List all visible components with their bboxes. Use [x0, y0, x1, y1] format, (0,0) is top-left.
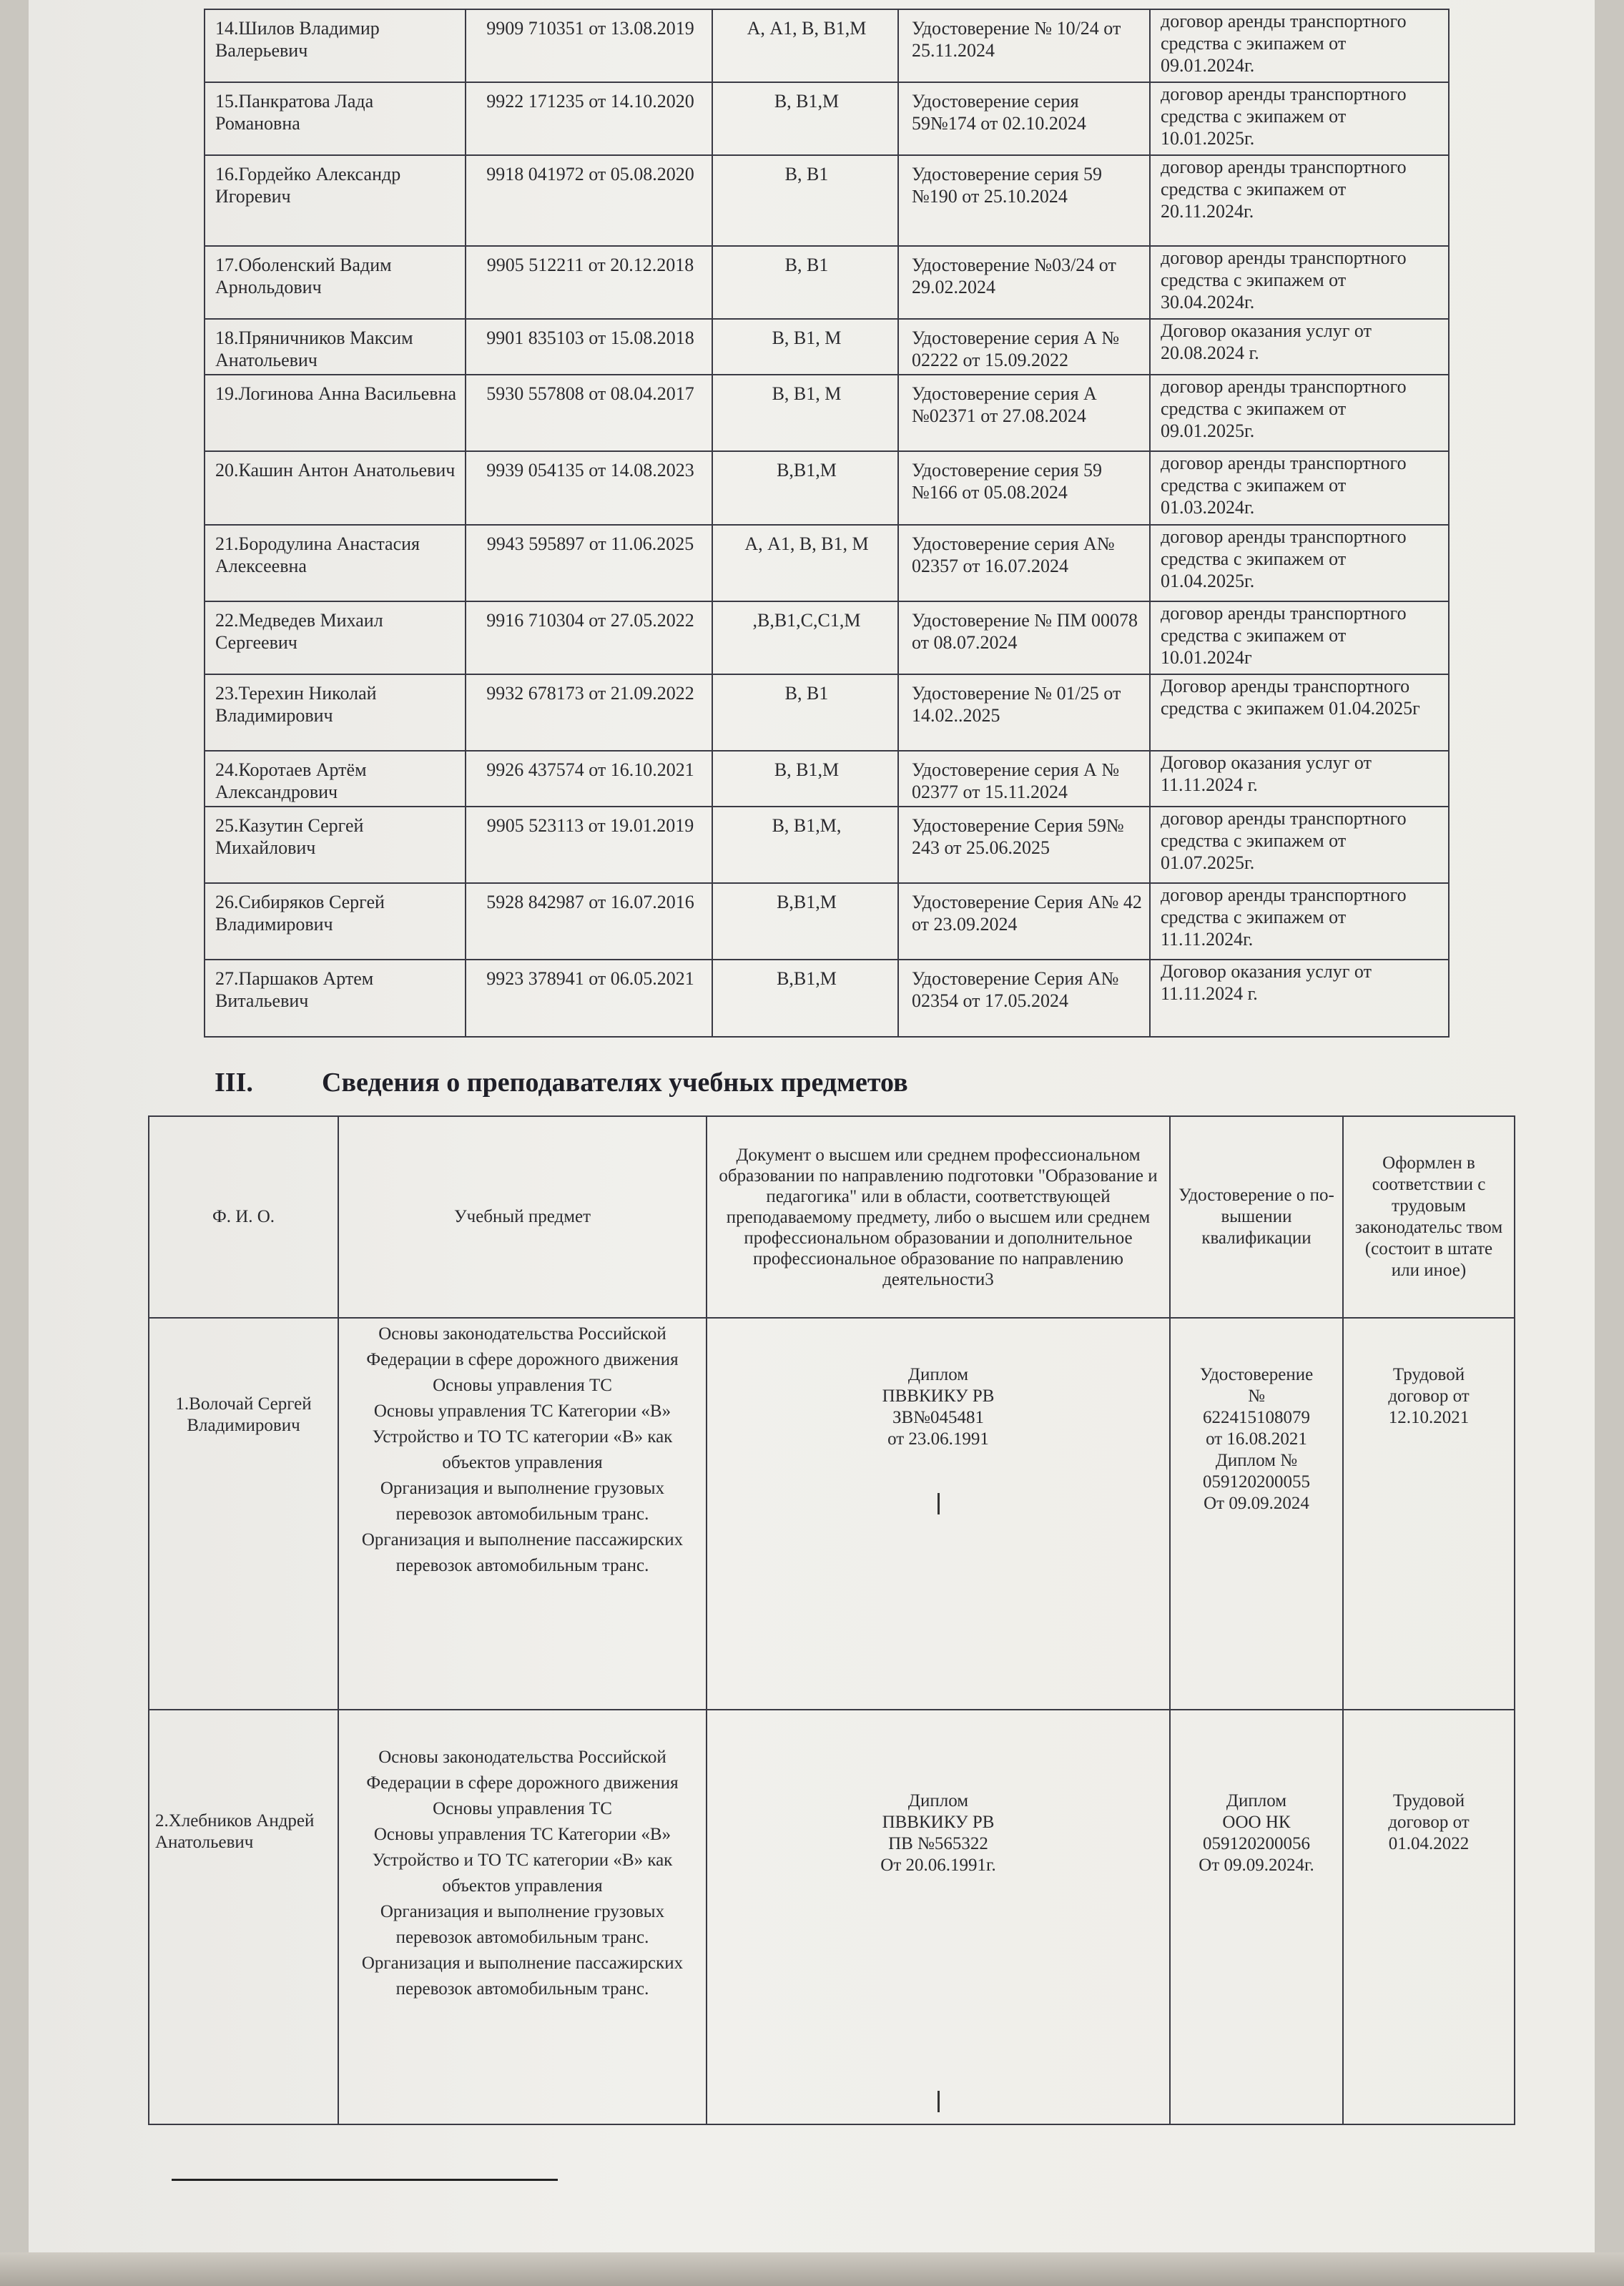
- cell-line: От 09.09.2024г.: [1199, 1856, 1314, 1875]
- table-row: [205, 9, 1449, 82]
- table-row: [205, 674, 1449, 751]
- table-row: [205, 319, 1449, 375]
- pen-mark: [938, 1493, 940, 1514]
- master-certificate: Удостоверение серия 59№174 от 02.10.2024: [898, 82, 1150, 155]
- table-row: [205, 246, 1449, 319]
- master-contract: Договор оказания услуг от 11.11.2024 г.: [1150, 751, 1449, 807]
- cell-line: От 09.09.2024: [1204, 1494, 1309, 1513]
- teacher-name-text: 2.Хлебников Андрей Анатольевич: [155, 1811, 315, 1852]
- subject-item: Организация и выполнение грузовых перевозок автомобильным транс.: [380, 1479, 665, 1524]
- teacher-row: [149, 1710, 1515, 2124]
- table-row: [205, 525, 1449, 601]
- cell-line: №: [1248, 1386, 1265, 1406]
- master-categories: В, В1,М: [712, 82, 898, 155]
- master-categories: А, А1, В, В1,М: [712, 9, 898, 82]
- cell-line: Трудовой: [1392, 1791, 1465, 1810]
- teachers-header-row: [149, 1116, 1515, 1318]
- master-categories: В, В1: [712, 155, 898, 246]
- master-categories: В, В1: [712, 246, 898, 319]
- master-certificate: Удостоверение серия А№ 02357 от 16.07.2024: [898, 525, 1150, 601]
- teacher-row: [149, 1318, 1515, 1710]
- master-license: 9923 378941 от 06.05.2021: [466, 960, 712, 1037]
- master-certificate: Удостоверение Серия А№ 42 от 23.09.2024: [898, 883, 1150, 960]
- master-categories: В, В1,М: [712, 751, 898, 807]
- master-categories: В,В1,М: [712, 883, 898, 960]
- master-license: 9905 523113 от 19.01.2019: [466, 807, 712, 883]
- subject-item: Основы управления ТС: [433, 1376, 612, 1395]
- teacher-qualification: [1170, 1318, 1343, 1710]
- cell-line: договор от: [1388, 1813, 1470, 1832]
- master-categories: А, А1, В, В1, М: [712, 525, 898, 601]
- header-fio: Ф. И. О.: [149, 1116, 338, 1318]
- master-contract: договор аренды транспортного средства с экипажем от 01.07.2025г.: [1150, 807, 1449, 883]
- section-heading: [215, 1067, 1430, 1098]
- section-number: III.: [215, 1068, 253, 1098]
- master-license: 5930 557808 от 08.04.2017: [466, 375, 712, 451]
- cell-line: ПВВКИКУ РВ: [882, 1386, 995, 1406]
- master-license: 9943 595897 от 11.06.2025: [466, 525, 712, 601]
- master-certificate: Удостоверение Серия 59№ 243 от 25.06.2025: [898, 807, 1150, 883]
- master-name: 20.Кашин Антон Анатольевич: [205, 451, 466, 525]
- master-certificate: Удостоверение серия А №02371 от 27.08.2024: [898, 375, 1150, 451]
- teacher-subjects: [338, 1318, 707, 1710]
- desk-shadow: [0, 2252, 1624, 2286]
- master-contract: договор аренды транспортного средства с экипажем от 10.01.2025г.: [1150, 82, 1449, 155]
- masters-table: [204, 9, 1450, 1038]
- table-row: [205, 375, 1449, 451]
- master-categories: ,В,В1,С,С1,М: [712, 601, 898, 674]
- master-name: 22.Медведев Михаил Сергеевич: [205, 601, 466, 674]
- subject-item: Основы законодательства Российской Федерации в сфере дорожного движения: [366, 1748, 679, 1793]
- cell-line: Трудовой: [1392, 1365, 1465, 1384]
- master-contract: договор аренды транспортного средства с экипажем от 01.03.2024г.: [1150, 451, 1449, 525]
- cell-line: От 20.06.1991г.: [880, 1856, 996, 1875]
- teacher-name-text: 1.Волочай Сергей Владимирович: [175, 1394, 312, 1435]
- master-license: 9916 710304 от 27.05.2022: [466, 601, 712, 674]
- master-categories: В, В1, М: [712, 319, 898, 375]
- cell-line: 622415108079: [1203, 1408, 1310, 1427]
- master-certificate: Удостоверение серия А № 02222 от 15.09.2022: [898, 319, 1150, 375]
- master-name: 25.Казутин Сергей Михайлович: [205, 807, 466, 883]
- cell-line: договор от: [1388, 1386, 1470, 1406]
- subject-item: Основы управления ТС: [433, 1799, 612, 1818]
- cell-line: Удостоверение: [1199, 1365, 1314, 1384]
- cell-line: 059120200055: [1203, 1472, 1310, 1492]
- master-contract: договор аренды транспортного средства с экипажем от 30.04.2024г.: [1150, 246, 1449, 319]
- subject-item: Организация и выполнение грузовых перевозок автомобильным транс.: [380, 1902, 665, 1947]
- table-row: [205, 155, 1449, 246]
- teacher-employment: [1343, 1318, 1515, 1710]
- cell-line: ПВ №565322: [888, 1834, 988, 1853]
- master-contract: Договор аренды транспортного средства с экипажем 01.04.2025г: [1150, 674, 1449, 751]
- footnote-separator: [172, 2179, 558, 2181]
- teacher-subjects: [338, 1710, 707, 2124]
- cell-line: Диплом: [1226, 1791, 1287, 1810]
- master-name: 19.Логинова Анна Васильевна: [205, 375, 466, 451]
- cell-line: от 23.06.1991: [887, 1429, 989, 1449]
- subject-item: Устройство и ТО ТС категории «В» как объектов управления: [372, 1427, 673, 1472]
- cell-line: 12.10.2021: [1388, 1408, 1470, 1427]
- cell-line: 01.04.2022: [1388, 1834, 1470, 1853]
- master-certificate: Удостоверение № 10/24 от 25.11.2024: [898, 9, 1150, 82]
- master-license: 5928 842987 от 16.07.2016: [466, 883, 712, 960]
- cell-line: Диплом №: [1215, 1451, 1298, 1470]
- table-row: [205, 451, 1449, 525]
- master-certificate: Удостоверение № 01/25 от 14.02..2025: [898, 674, 1150, 751]
- master-contract: Договор оказания услуг от 11.11.2024 г.: [1150, 960, 1449, 1037]
- cell-line: Диплом: [907, 1365, 969, 1384]
- master-name: 27.Паршаков Артем Витальевич: [205, 960, 466, 1037]
- header-qualification: Удостоверение о по-вышении квалификации: [1170, 1116, 1343, 1318]
- header-subject: Учебный предмет: [338, 1116, 707, 1318]
- teacher-name: [149, 1710, 338, 2124]
- master-contract: Договор оказания услуг от 20.08.2024 г.: [1150, 319, 1449, 375]
- master-contract: договор аренды транспортного средства с экипажем от 20.11.2024г.: [1150, 155, 1449, 246]
- master-license: 9918 041972 от 05.08.2020: [466, 155, 712, 246]
- subject-item: Организация и выполнение пассажирских перевозок автомобильным транс.: [361, 1954, 684, 1999]
- master-categories: В,В1,М: [712, 960, 898, 1037]
- teacher-employment: [1343, 1710, 1515, 2124]
- subject-item: Основы управления ТС Категории «В»: [373, 1825, 671, 1844]
- table-row: [205, 601, 1449, 674]
- master-categories: В,В1,М: [712, 451, 898, 525]
- cell-line: ЗВ№045481: [892, 1408, 985, 1427]
- master-categories: В, В1,М,: [712, 807, 898, 883]
- teacher-name: [149, 1318, 338, 1710]
- master-contract: договор аренды транспортного средства с экипажем от 09.01.2025г.: [1150, 375, 1449, 451]
- header-employment: Оформлен в соответствии с трудовым законодательс твом (состоит в штате или иное): [1343, 1116, 1515, 1318]
- master-name: 24.Коротаев Артём Александрович: [205, 751, 466, 807]
- master-name: 14.Шилов Владимир Валерьевич: [205, 9, 466, 82]
- master-name: 21.Бородулина Анастасия Алексеевна: [205, 525, 466, 601]
- header-education: Документ о высшем или среднем профессиональном образовании по направлению подготовки "Образование и педагогика" или в области, соответствующей преподаваемому предмету, либо о высшем или среднем профессиональном образовании и дополнительное профессиональное образование по направлению деятельности3: [707, 1116, 1170, 1318]
- master-name: 23.Терехин Николай Владимирович: [205, 674, 466, 751]
- master-certificate: Удостоверение серия 59 №166 от 05.08.2024: [898, 451, 1150, 525]
- cell-line: от 16.08.2021: [1206, 1429, 1307, 1449]
- teacher-education: [707, 1710, 1170, 2124]
- cell-line: ООО НК: [1222, 1813, 1291, 1832]
- cell-line: Диплом: [907, 1791, 969, 1810]
- master-license: 9922 171235 от 14.10.2020: [466, 82, 712, 155]
- master-name: 15.Панкратова Лада Романовна: [205, 82, 466, 155]
- subject-item: Основы законодательства Российской Федерации в сфере дорожного движения: [366, 1324, 679, 1369]
- table-row: [205, 807, 1449, 883]
- master-categories: В, В1, М: [712, 375, 898, 451]
- table-row: [205, 960, 1449, 1037]
- master-license: 9939 054135 от 14.08.2023: [466, 451, 712, 525]
- subject-item: Устройство и ТО ТС категории «В» как объектов управления: [372, 1851, 673, 1896]
- pen-mark: [938, 2091, 940, 2112]
- master-name: 16.Гордейко Александр Игоревич: [205, 155, 466, 246]
- subject-item: Организация и выполнение пассажирских перевозок автомобильным транс.: [361, 1530, 684, 1575]
- master-certificate: Удостоверение серия 59 №190 от 25.10.2024: [898, 155, 1150, 246]
- teachers-table: [148, 1115, 1515, 2125]
- cell-line: ПВВКИКУ РВ: [882, 1813, 995, 1832]
- table-row: [205, 751, 1449, 807]
- master-license: 9905 512211 от 20.12.2018: [466, 246, 712, 319]
- master-license: 9909 710351 от 13.08.2019: [466, 9, 712, 82]
- master-name: 26.Сибиряков Сергей Владимирович: [205, 883, 466, 960]
- table-row: [205, 82, 1449, 155]
- master-name: 18.Пряничников Максим Анатольевич: [205, 319, 466, 375]
- cell-line: 059120200056: [1203, 1834, 1310, 1853]
- teacher-qualification: [1170, 1710, 1343, 2124]
- master-license: 9932 678173 от 21.09.2022: [466, 674, 712, 751]
- teacher-education: [707, 1318, 1170, 1710]
- master-name: 17.Оболенский Вадим Арнольдович: [205, 246, 466, 319]
- master-contract: договор аренды транспортного средства с экипажем от 11.11.2024г.: [1150, 883, 1449, 960]
- master-license: 9926 437574 от 16.10.2021: [466, 751, 712, 807]
- table-row: [205, 883, 1449, 960]
- section-title: Сведения о преподавателях учебных предметов: [322, 1068, 908, 1098]
- master-contract: договор аренды транспортного средства с экипажем от 10.01.2024г: [1150, 601, 1449, 674]
- master-contract: договор аренды транспортного средства с экипажем от 01.04.2025г.: [1150, 525, 1449, 601]
- subject-item: Основы управления ТС Категории «В»: [373, 1401, 671, 1421]
- master-certificate: Удостоверение Серия А№ 02354 от 17.05.2024: [898, 960, 1150, 1037]
- master-contract: договор аренды транспортного средства с экипажем от 09.01.2024г.: [1150, 9, 1449, 82]
- master-certificate: Удостоверение №03/24 от 29.02.2024: [898, 246, 1150, 319]
- master-certificate: Удостоверение серия А № 02377 от 15.11.2024: [898, 751, 1150, 807]
- master-categories: В, В1: [712, 674, 898, 751]
- master-license: 9901 835103 от 15.08.2018: [466, 319, 712, 375]
- master-certificate: Удостоверение № ПМ 00078 от 08.07.2024: [898, 601, 1150, 674]
